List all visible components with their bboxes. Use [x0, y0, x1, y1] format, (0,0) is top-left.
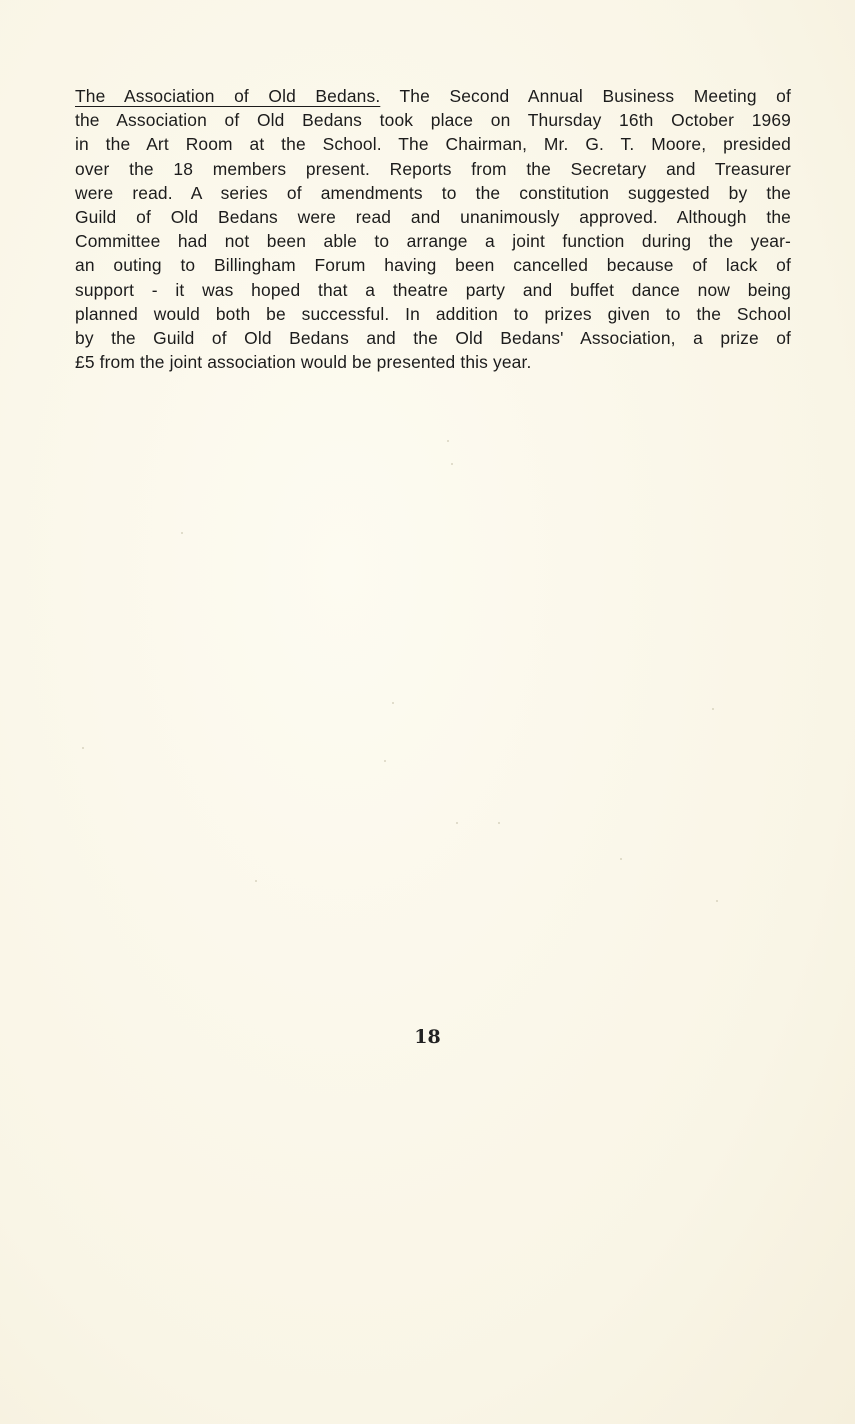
association-paragraph: [75, 84, 791, 374]
paragraph-line: £5 from the joint association would be presented this year.: [75, 352, 532, 373]
paper-speck: [620, 858, 622, 860]
paragraph-line: in the Art Room at the School. The Chairman, Mr. G. T. Moore, presided: [75, 134, 791, 155]
section-heading: The Association of Old Bedans.: [75, 86, 381, 106]
paragraph-text: The Second Annual Business Meeting of: [399, 86, 791, 106]
paper-speck: [456, 822, 458, 824]
paragraph-line: Committee had not been able to arrange a joint function during the year-: [75, 231, 791, 252]
paragraph-line: by the Guild of Old Bedans and the Old Bedans' Association, a prize of: [75, 327, 791, 348]
paper-speck: [712, 708, 714, 710]
paper-speck: [451, 463, 453, 465]
paper-speck: [392, 702, 394, 704]
paragraph-line: were read. A series of amendments to the constitution suggested by the: [75, 182, 791, 203]
paper-speck: [255, 880, 257, 882]
paper-speck: [498, 822, 500, 824]
paper-speck: [82, 747, 84, 749]
paper-speck: [716, 900, 718, 902]
paragraph-line: the Association of Old Bedans took place on Thursday 16th October 1969: [75, 110, 791, 131]
paragraph-line: Guild of Old Bedans were read and unanimously approved. Although the: [75, 206, 791, 227]
paragraph-line: [75, 84, 791, 108]
page-number: 18: [414, 1026, 441, 1048]
paragraph-line: support - it was hoped that a theatre party and buffet dance now being: [75, 279, 791, 300]
paper-speck: [384, 760, 386, 762]
paragraph-line: an outing to Billingham Forum having been cancelled because of lack of: [75, 255, 791, 276]
paper-speck: [447, 440, 449, 442]
paragraph-line: over the 18 members present. Reports from the Secretary and Treasurer: [75, 158, 791, 179]
paper-speck: [181, 532, 183, 534]
paragraph-line: planned would both be successful. In addition to prizes given to the School: [75, 303, 791, 324]
